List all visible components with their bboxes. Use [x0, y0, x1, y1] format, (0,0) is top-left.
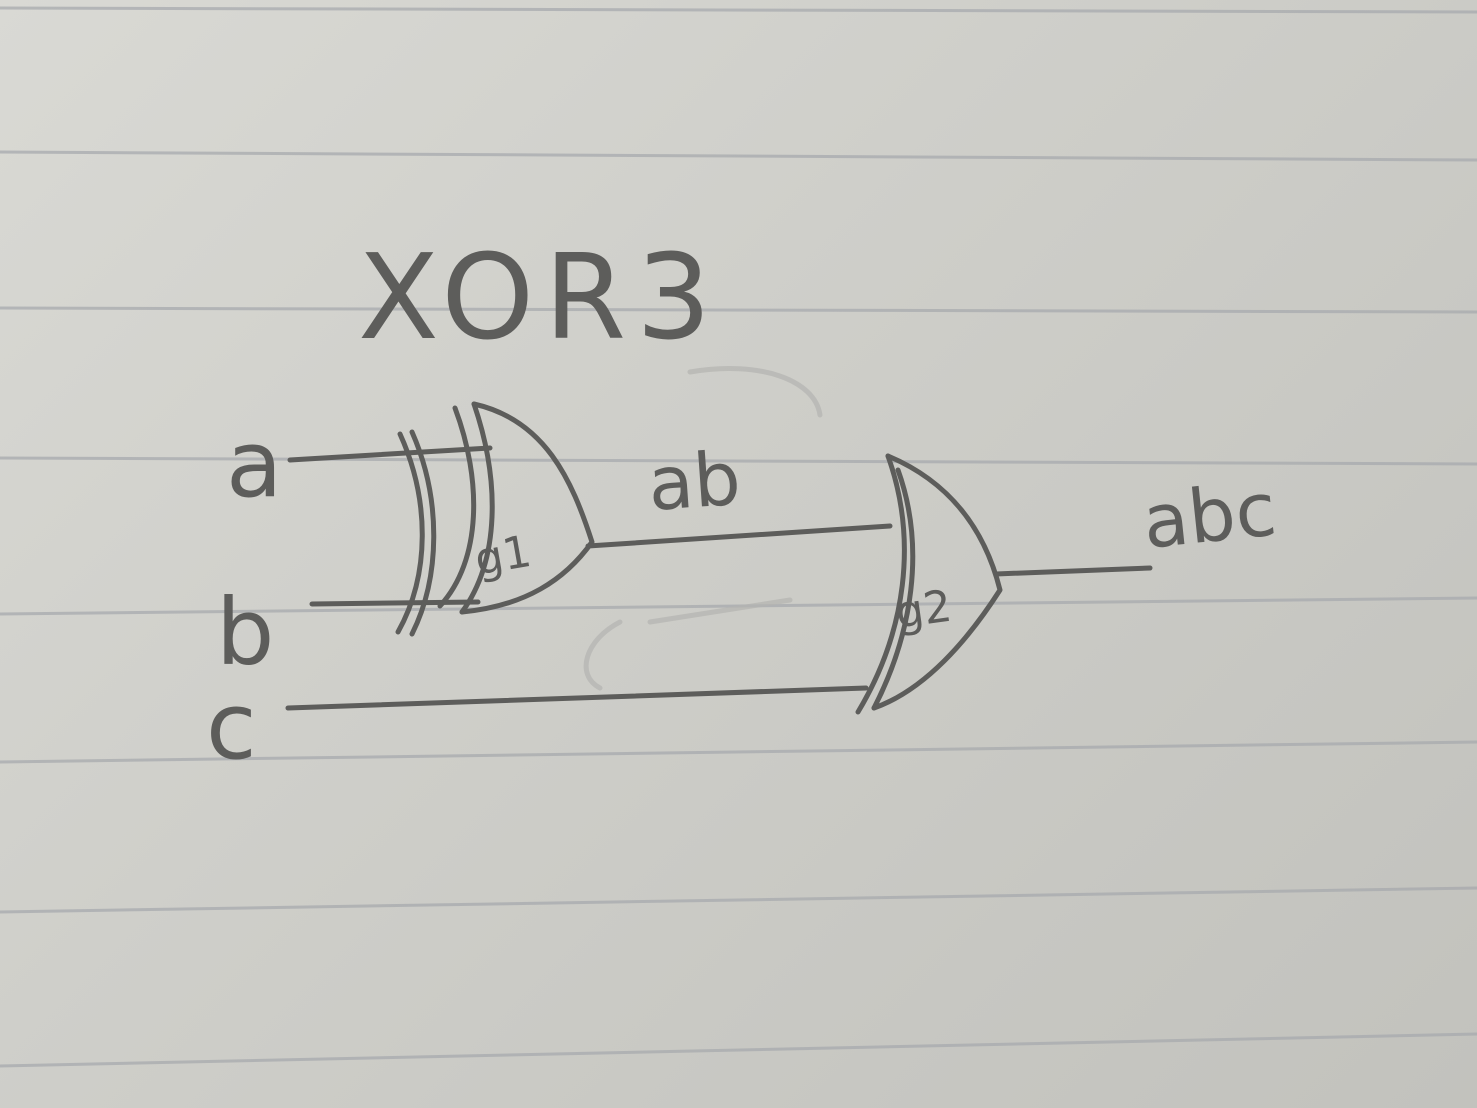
wire-label-abc: abc	[1138, 466, 1281, 566]
erased-curve	[586, 622, 620, 688]
wire-b	[312, 602, 478, 604]
rule-line	[0, 1034, 1477, 1066]
wire-ab	[588, 526, 890, 546]
rule-line	[0, 8, 1477, 12]
gate-g1-back-1	[440, 408, 474, 606]
input-label-c: c	[206, 673, 257, 780]
rule-line	[0, 308, 1477, 312]
wire-label-ab: ab	[645, 435, 744, 528]
xor-input-arc-3	[858, 456, 904, 712]
input-label-a: a	[226, 411, 283, 518]
gate-g2-label: g2	[892, 580, 955, 639]
erased-stroke	[650, 600, 790, 622]
wire-abc	[996, 568, 1150, 574]
gate-g1-xor	[398, 404, 592, 634]
rule-line	[0, 152, 1477, 160]
rule-line	[0, 888, 1477, 912]
erased-marks	[586, 369, 820, 688]
diagram-title: XOR3	[358, 228, 722, 366]
input-label-b: b	[216, 579, 275, 686]
erased-gate-arc	[690, 369, 820, 415]
wire-c	[288, 688, 866, 708]
gate-g1-label: g1	[471, 525, 535, 586]
